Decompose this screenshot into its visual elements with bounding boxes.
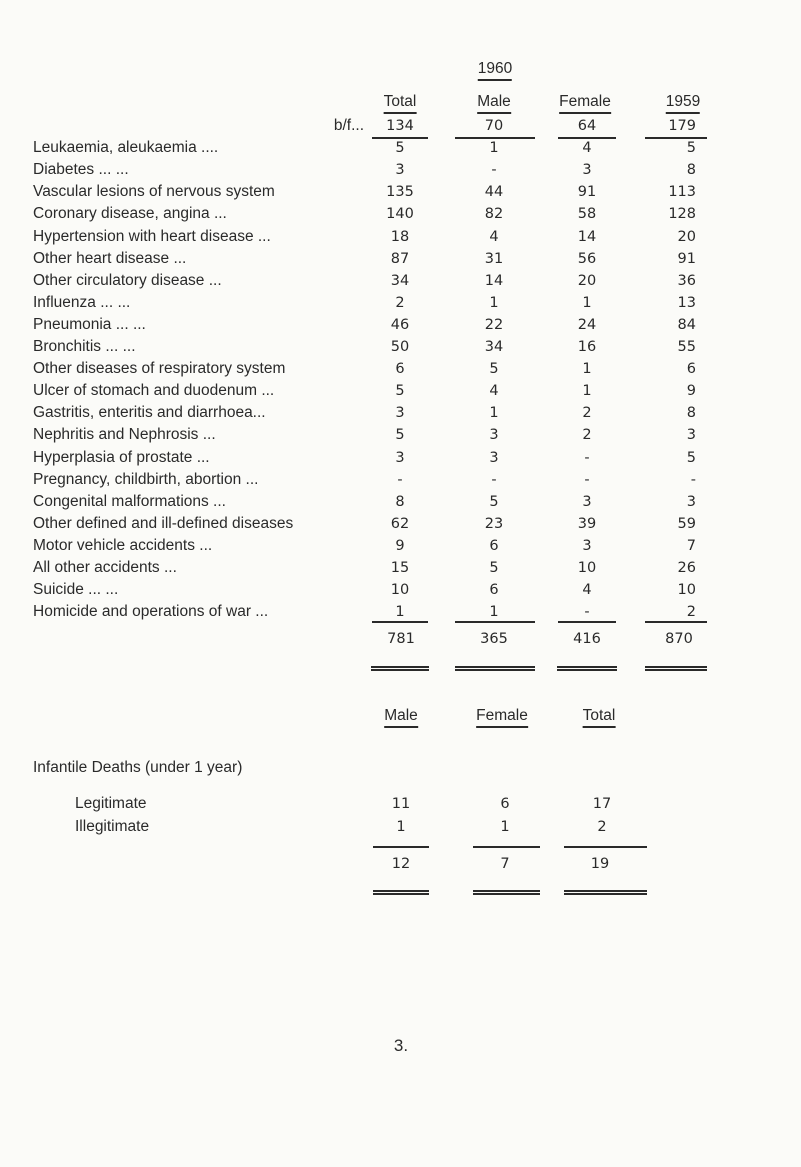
- cell-male: -: [491, 162, 497, 179]
- cell-male: 23: [484, 515, 504, 532]
- bf-underline: [455, 137, 535, 139]
- cell-total: 140: [386, 206, 414, 223]
- infant-cell-male: 1: [396, 818, 406, 835]
- cell-female: 24: [577, 316, 597, 333]
- infant-total-double-rule: [564, 890, 647, 895]
- table-row: [0, 139, 801, 161]
- cell-female: 39: [577, 515, 597, 532]
- cell-female: 2: [582, 427, 592, 444]
- cell-female: 3: [582, 162, 592, 179]
- cell-female: 1: [582, 361, 592, 378]
- cell-total: 46: [390, 316, 410, 333]
- infant-male-double-rule: [373, 890, 429, 895]
- cell-total: 2: [395, 294, 405, 311]
- cell-female: -: [584, 471, 590, 488]
- cell-female: 1: [582, 383, 592, 400]
- infant-title: Infantile Deaths (under 1 year): [33, 759, 243, 776]
- cell-female: 4: [582, 140, 592, 157]
- table-row: [0, 228, 801, 250]
- header-female: Female: [559, 93, 611, 114]
- table-row: [0, 117, 801, 139]
- cell-total: 5: [395, 383, 405, 400]
- cell-male: 4: [489, 228, 499, 245]
- cell-y1959: 55: [677, 339, 696, 355]
- cell-y1959: 10: [677, 582, 696, 599]
- bf-underline: [372, 137, 428, 139]
- table-row: [0, 294, 801, 316]
- header-male: Male: [477, 93, 511, 114]
- cell-total: 9: [395, 537, 405, 554]
- row-label: Bronchitis ... ...: [33, 338, 136, 355]
- cell-y1959: 5: [686, 449, 696, 466]
- cell-y1959: 36: [677, 272, 696, 289]
- cell-male: 1: [489, 294, 499, 311]
- cell-male: 3: [489, 449, 499, 466]
- infant-header-male: Male: [384, 707, 418, 728]
- table-row: [0, 161, 801, 183]
- cell-female: 3: [582, 493, 592, 510]
- cell-female: 1: [582, 294, 592, 311]
- cell-female: 2: [582, 405, 592, 422]
- cell-male: 4: [489, 383, 499, 400]
- cell-total: -: [397, 471, 403, 488]
- header-total: Total: [384, 93, 417, 114]
- row-label: Nephritis and Nephrosis ...: [33, 426, 216, 444]
- table-row: [0, 250, 801, 272]
- cell-male: 34: [484, 339, 504, 355]
- cell-male: 31: [484, 250, 504, 267]
- year-heading: 1960: [478, 60, 512, 81]
- cell-male: 1: [489, 140, 499, 157]
- cell-male: 22: [484, 316, 504, 333]
- cell-y1959: 8: [686, 405, 696, 422]
- row-label: Pregnancy, childbirth, abortion ...: [33, 470, 259, 488]
- table-row: [0, 316, 801, 338]
- cell-total: 134: [386, 118, 414, 134]
- cell-total: 15: [390, 560, 410, 576]
- female-total: 416: [573, 631, 601, 647]
- cell-y1959: -: [690, 471, 696, 488]
- cell-male: 5: [489, 493, 499, 510]
- row-label: Coronary disease, angina ...: [33, 205, 227, 223]
- row-label: Vascular lesions of nervous system: [33, 183, 275, 201]
- cell-y1959: 2: [686, 604, 696, 621]
- table-row: [0, 515, 801, 537]
- table-row: [0, 205, 801, 227]
- cell-total: 135: [386, 184, 414, 201]
- row-label: All other accidents ...: [33, 559, 177, 576]
- cell-male: 6: [489, 537, 499, 554]
- cell-female: 10: [577, 560, 597, 576]
- table-row: [0, 382, 801, 404]
- row-label: Other heart disease ...: [33, 249, 187, 267]
- cell-male: 1: [489, 405, 499, 422]
- bf-underline: [645, 137, 707, 139]
- cell-female: 16: [577, 339, 597, 355]
- infant-male-total: 12: [391, 856, 411, 872]
- male-total: 365: [480, 631, 508, 647]
- table-row: [0, 449, 801, 471]
- cell-male: 1: [489, 604, 499, 621]
- table-row: [0, 493, 801, 515]
- cell-total: 1: [395, 604, 405, 621]
- infant-row: [0, 818, 801, 840]
- cell-y1959: 3: [686, 493, 696, 510]
- female-rule: [558, 621, 616, 623]
- male-double-rule: [455, 666, 535, 671]
- cell-male: -: [491, 471, 497, 488]
- infant-cell-total: 17: [592, 796, 612, 812]
- cell-y1959: 13: [677, 294, 696, 311]
- cell-male: 44: [484, 184, 504, 201]
- cell-y1959: 113: [668, 184, 696, 201]
- row-label: Influenza ... ...: [33, 293, 131, 311]
- table-row: [0, 581, 801, 603]
- cell-female: 20: [577, 272, 597, 289]
- cell-total: 18: [390, 228, 410, 245]
- infant-male-rule: [373, 846, 429, 848]
- cell-total: 62: [390, 515, 410, 532]
- cell-female: -: [584, 604, 590, 621]
- cell-total: 3: [395, 449, 405, 466]
- row-label: Other circulatory disease ...: [33, 271, 222, 289]
- cell-total: 34: [390, 272, 410, 289]
- table-row: [0, 338, 801, 360]
- table-row: [0, 426, 801, 448]
- cell-male: 6: [489, 582, 499, 599]
- infant-female-total: 7: [500, 856, 510, 872]
- cell-male: 3: [489, 427, 499, 444]
- cell-male: 82: [484, 206, 504, 223]
- grand-total: 781: [387, 631, 415, 647]
- cell-total: 5: [395, 427, 405, 444]
- infant-female-double-rule: [473, 890, 540, 895]
- cell-y1959: 179: [668, 118, 696, 134]
- infant-header-total: Total: [583, 707, 616, 728]
- total-rule: [372, 621, 428, 623]
- infant-female-rule: [473, 846, 540, 848]
- row-label: Diabetes ... ...: [33, 161, 129, 179]
- cell-y1959: 91: [677, 250, 696, 267]
- infant-total-rule: [564, 846, 647, 848]
- table-row: [0, 272, 801, 294]
- header-1959: 1959: [666, 93, 700, 114]
- cell-y1959: 7: [686, 537, 696, 554]
- row-label: Congenital malformations ...: [33, 492, 226, 510]
- row-label: Other defined and ill-defined diseases: [33, 514, 294, 532]
- cell-female: -: [584, 449, 590, 466]
- y1959-total: 870: [665, 631, 693, 647]
- table-row: [0, 183, 801, 205]
- cell-total: 5: [395, 140, 405, 157]
- cell-male: 70: [484, 118, 504, 134]
- row-label: Ulcer of stomach and duodenum ...: [33, 382, 275, 400]
- y1959-rule: [645, 621, 707, 623]
- cell-y1959: 5: [686, 140, 696, 157]
- infant-row-label: Illegitimate: [75, 817, 150, 835]
- infant-total-total: 19: [590, 856, 610, 872]
- row-label: Motor vehicle accidents ...: [33, 536, 213, 554]
- row-label: Pneumonia ... ...: [33, 315, 146, 333]
- cell-male: 5: [489, 560, 499, 576]
- cell-y1959: 9: [686, 383, 696, 400]
- infant-row-label: Legitimate: [75, 795, 147, 812]
- infant-row: [0, 795, 801, 817]
- row-label: Homicide and operations of war ...: [33, 603, 269, 621]
- male-rule: [455, 621, 535, 623]
- cell-total: 3: [395, 162, 405, 179]
- cell-female: 64: [577, 118, 597, 134]
- cell-male: 14: [484, 272, 504, 289]
- table-row: [0, 471, 801, 493]
- cell-female: 91: [577, 184, 597, 201]
- cell-y1959: 26: [677, 560, 696, 576]
- row-label: Hypertension with heart disease ...: [33, 227, 271, 245]
- cell-y1959: 3: [686, 427, 696, 444]
- page-number: 3.: [393, 1036, 409, 1055]
- cell-y1959: 128: [668, 206, 696, 223]
- total-double-rule: [371, 666, 429, 671]
- row-label: Hyperplasia of prostate ...: [33, 448, 210, 466]
- row-label: Gastritis, enteritis and diarrhoea...: [33, 404, 266, 422]
- bf-underline: [558, 137, 616, 139]
- table-row: [0, 360, 801, 382]
- cell-y1959: 84: [677, 316, 696, 333]
- row-label: Suicide ... ...: [33, 581, 119, 599]
- table-row: [0, 559, 801, 581]
- cell-total: 87: [390, 250, 410, 267]
- table-row: [0, 537, 801, 559]
- infant-cell-male: 11: [391, 796, 411, 812]
- cell-total: 50: [390, 339, 410, 355]
- cell-female: 58: [577, 206, 597, 223]
- cell-female: 3: [582, 537, 592, 554]
- cell-male: 5: [489, 361, 499, 378]
- cell-total: 3: [395, 405, 405, 422]
- cell-female: 4: [582, 582, 592, 599]
- row-label: b/f...: [333, 117, 364, 134]
- table-row: [0, 404, 801, 426]
- cell-female: 56: [577, 250, 597, 267]
- row-label: Other diseases of respiratory system: [33, 360, 286, 378]
- cell-y1959: 20: [677, 228, 696, 245]
- cell-female: 14: [577, 228, 597, 245]
- infant-header-female: Female: [476, 707, 528, 728]
- cell-y1959: 8: [686, 162, 696, 179]
- cell-total: 10: [390, 582, 410, 599]
- y1959-double-rule: [645, 666, 707, 671]
- infant-cell-female: 6: [500, 796, 510, 812]
- cell-y1959: 59: [677, 515, 696, 532]
- row-label: Leukaemia, aleukaemia ....: [33, 139, 219, 157]
- infant-cell-female: 1: [500, 818, 510, 835]
- cell-total: 8: [395, 493, 405, 510]
- cell-total: 6: [395, 361, 405, 378]
- cell-y1959: 6: [686, 361, 696, 378]
- female-double-rule: [557, 666, 617, 671]
- infant-cell-total: 2: [597, 818, 607, 835]
